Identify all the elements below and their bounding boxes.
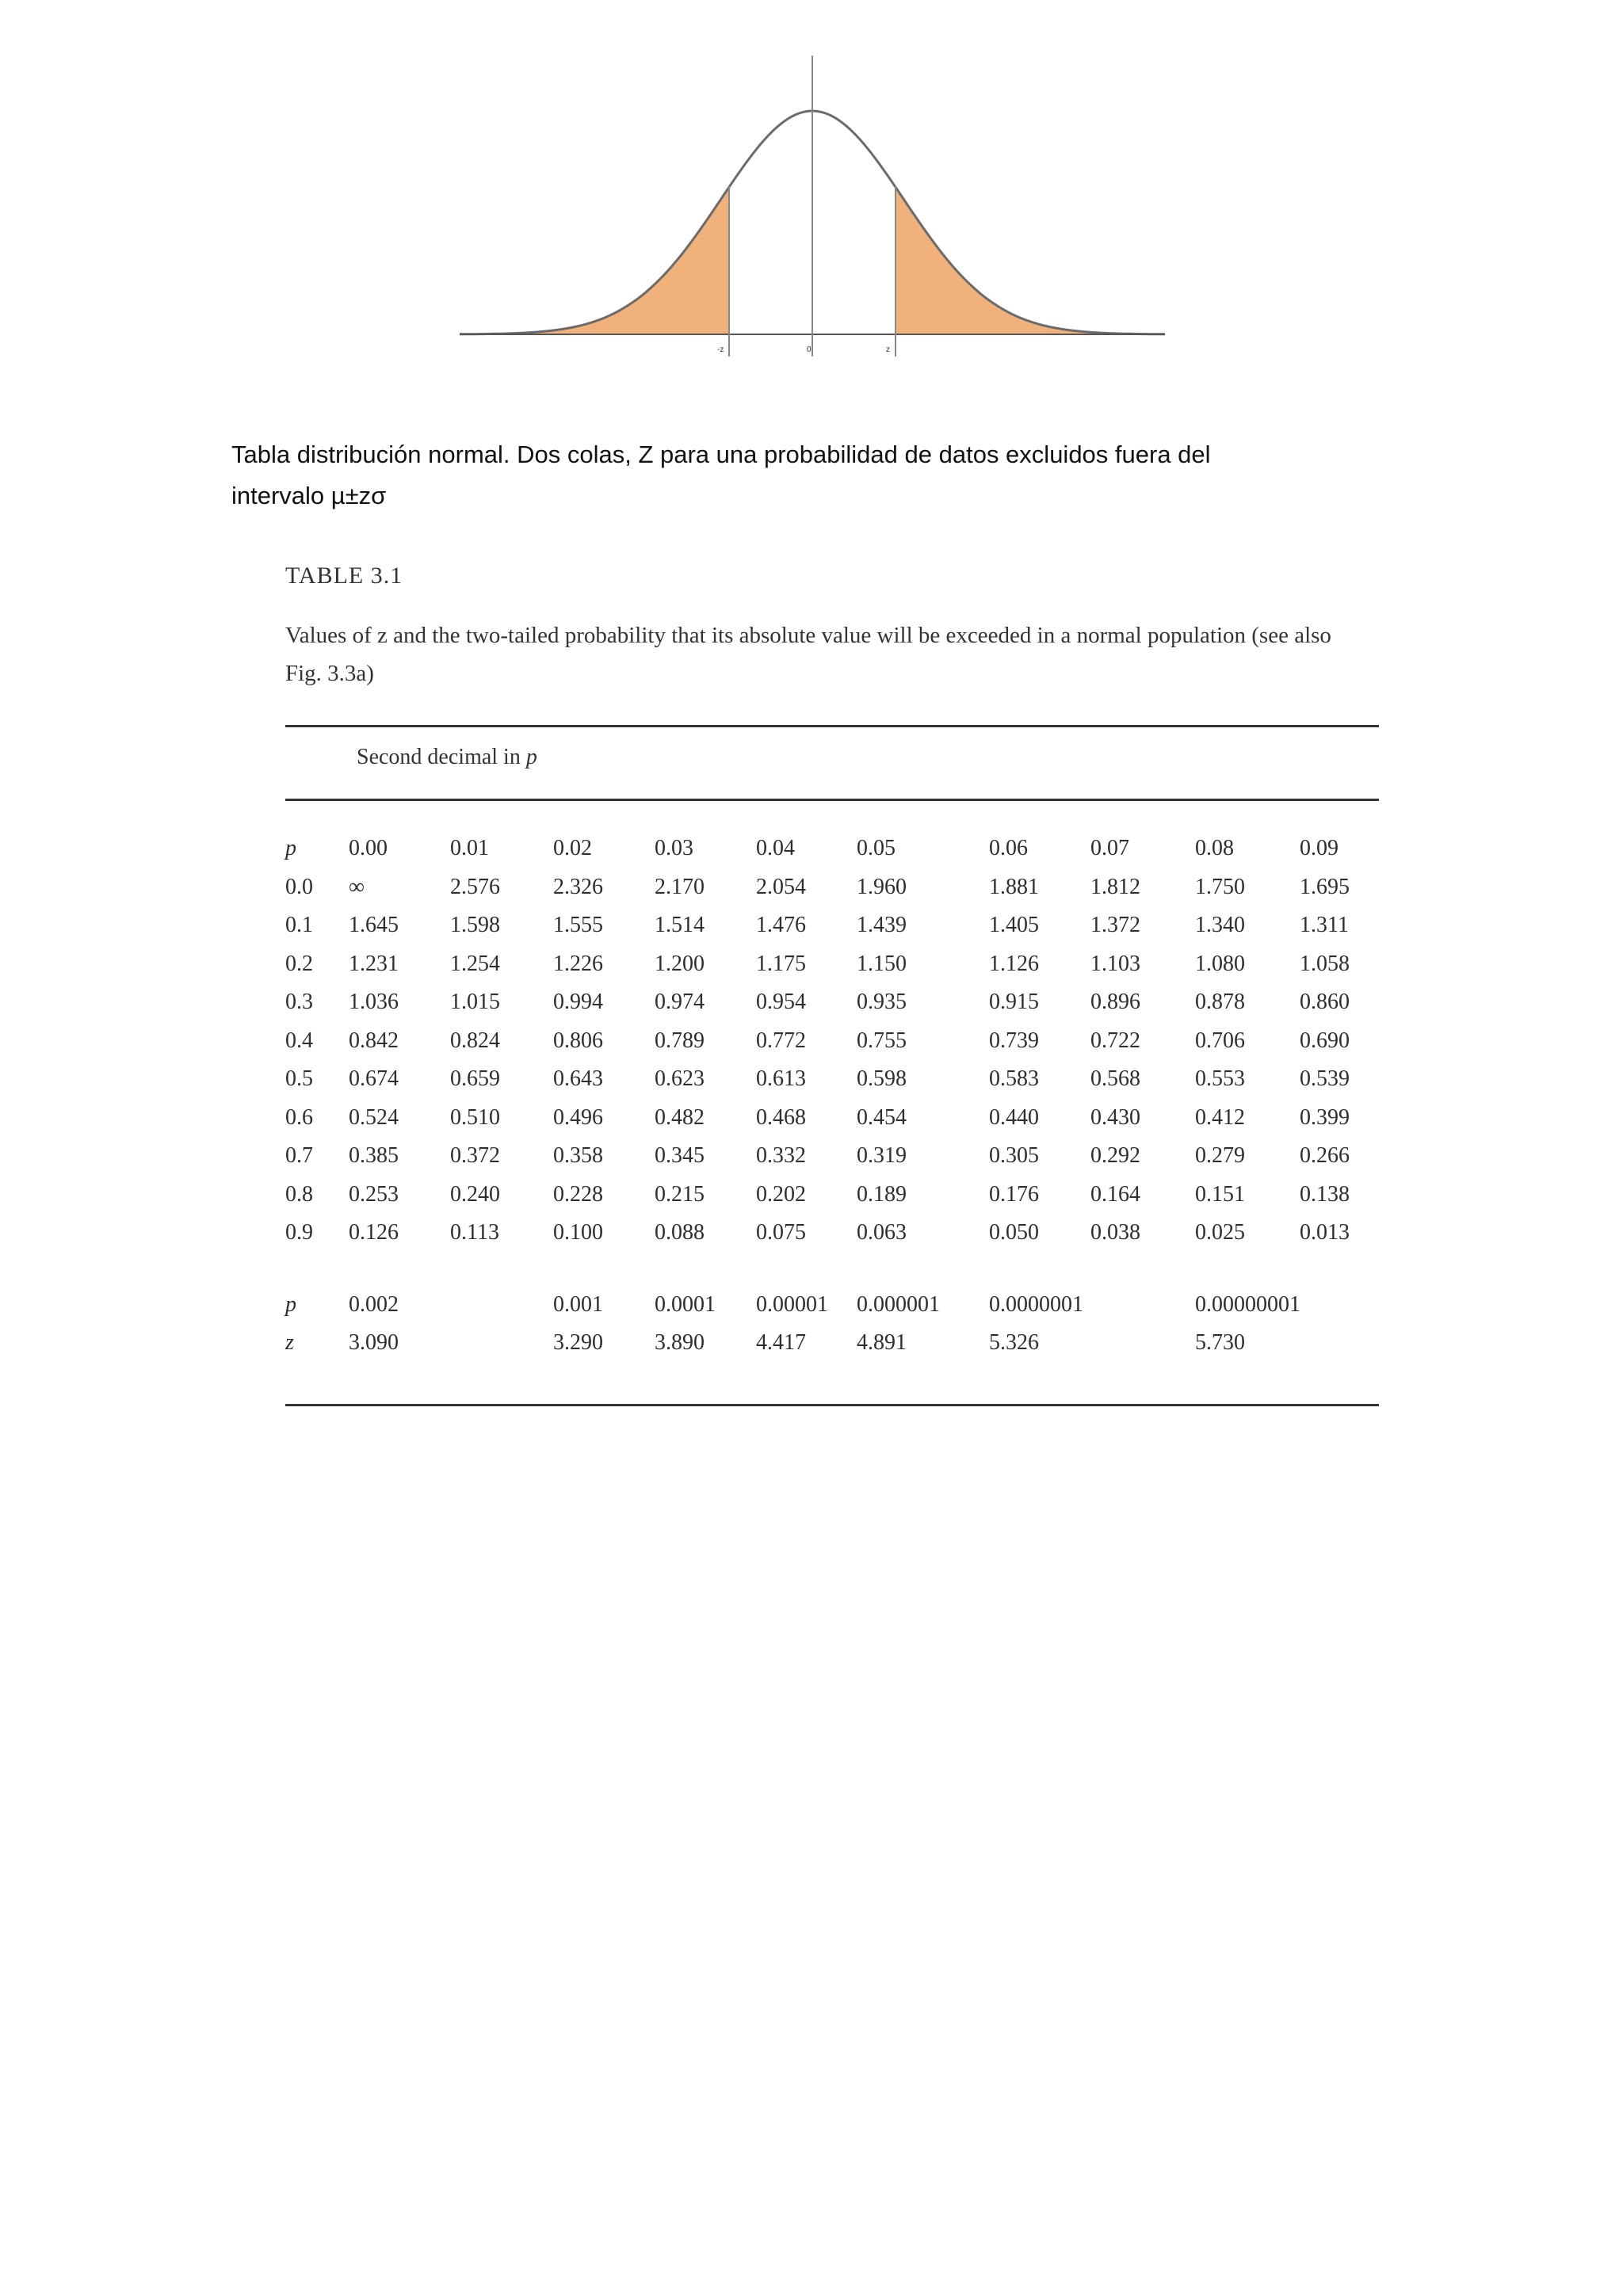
table-cell: 0.994 (553, 990, 603, 1014)
table-cell: 2.576 (450, 874, 500, 899)
table-cell: 1.200 (655, 951, 705, 976)
table-cell: 0.468 (756, 1104, 806, 1130)
table-cell: 1.960 (857, 874, 907, 899)
extra-p-value: 0.001 (553, 1292, 603, 1317)
table-cell: 0.690 (1300, 1028, 1350, 1053)
top-rule (285, 725, 1379, 727)
table-cell: 0.215 (655, 1181, 705, 1207)
table-cell: 0.659 (450, 1066, 500, 1091)
table-cell: 1.126 (989, 951, 1039, 976)
table-cell: 0.496 (553, 1104, 603, 1130)
table-cell: 2.054 (756, 874, 806, 899)
table-cell: 1.555 (553, 913, 603, 937)
extra-z-value: 3.890 (655, 1330, 705, 1355)
table-cell: 0.915 (989, 990, 1039, 1014)
table-cell: 0.643 (553, 1066, 603, 1091)
table-cell: 1.231 (349, 951, 399, 976)
extra-z-value: 3.290 (553, 1330, 603, 1355)
table-cell: 0.539 (1300, 1066, 1350, 1091)
table-cell: 0.345 (655, 1143, 705, 1168)
row-label: 0.0 (285, 874, 313, 899)
row-label: 0.9 (285, 1220, 313, 1245)
left-tail-area (460, 187, 729, 334)
table-cell: 0.013 (1300, 1220, 1350, 1245)
column-header: 0.05 (857, 836, 896, 860)
table-cell: 0.126 (349, 1220, 399, 1245)
axis-label-z: z (886, 345, 890, 354)
table-cell: 1.439 (857, 913, 907, 937)
table-cell: 0.372 (450, 1143, 500, 1168)
caption-line-2: intervalo µ±zσ (231, 482, 387, 509)
table-cell: 1.405 (989, 913, 1039, 937)
table-cell: 0.510 (450, 1104, 500, 1130)
table-cell: 0.176 (989, 1181, 1039, 1207)
subheader (357, 745, 537, 770)
table-cell: 0.253 (349, 1181, 399, 1207)
table-cell: 1.254 (450, 951, 500, 976)
column-header: 0.04 (756, 836, 795, 860)
table-cell: 0.440 (989, 1104, 1039, 1130)
table-title: TABLE 3.1 (285, 563, 403, 589)
table-cell: 0.075 (756, 1220, 806, 1245)
table-cell: 0.189 (857, 1181, 907, 1207)
column-header: 0.01 (450, 836, 489, 860)
extra-p-value: 0.0000001 (989, 1292, 1083, 1317)
header-rule (285, 799, 1379, 801)
table-cell: 0.583 (989, 1066, 1039, 1091)
table-cell: 0.598 (857, 1066, 907, 1091)
table-cell: 0.613 (756, 1066, 806, 1091)
table-cell: 0.842 (349, 1028, 399, 1053)
table-cell: 1.372 (1090, 913, 1140, 937)
extra-p-value: 0.000001 (857, 1292, 940, 1317)
column-header: 0.08 (1195, 836, 1234, 860)
table-cell: 0.935 (857, 990, 907, 1014)
table-cell: 0.430 (1090, 1104, 1140, 1130)
table-cell: 0.482 (655, 1104, 705, 1130)
table-cell: 0.412 (1195, 1104, 1245, 1130)
table-cell: 0.454 (857, 1104, 907, 1130)
table-cell: 0.228 (553, 1181, 603, 1207)
row-label: 0.8 (285, 1181, 313, 1207)
table-description-line-2: Fig. 3.3a) (285, 661, 374, 686)
table-cell: 0.722 (1090, 1028, 1140, 1053)
table-cell: 0.674 (349, 1066, 399, 1091)
table-cell: 1.036 (349, 990, 399, 1014)
axis-label-neg-z: -z (717, 345, 724, 354)
bottom-rule (285, 1404, 1379, 1406)
table-cell: 1.514 (655, 913, 705, 937)
table-cell: 0.772 (756, 1028, 806, 1053)
table-cell: 1.311 (1300, 913, 1349, 937)
table-cell: 0.878 (1195, 990, 1245, 1014)
extra-p-value: 0.00001 (756, 1292, 828, 1317)
table-cell: 2.326 (553, 874, 603, 899)
extra-z-label: z (285, 1330, 294, 1355)
extra-z-value: 3.090 (349, 1330, 399, 1355)
extra-p-label: p (285, 1292, 296, 1317)
table-cell: 1.150 (857, 951, 907, 976)
scanned-table (262, 547, 1395, 1426)
table-cell: 0.292 (1090, 1143, 1140, 1168)
row-label: 0.4 (285, 1028, 313, 1053)
table-cell: 0.025 (1195, 1220, 1245, 1245)
table-cell: 0.553 (1195, 1066, 1245, 1091)
table-cell: 1.476 (756, 913, 806, 937)
table-cell: 0.100 (553, 1220, 603, 1245)
table-description-line-1: Values of z and the two-tailed probability that its absolute value will be exceeded in a normal population (see also (285, 623, 1331, 648)
table-cell: 0.385 (349, 1143, 399, 1168)
table-cell: 1.598 (450, 913, 500, 937)
table-cell: 0.050 (989, 1220, 1039, 1245)
table-cell: 2.170 (655, 874, 705, 899)
row-label: 0.1 (285, 913, 313, 937)
table-description (285, 616, 1387, 692)
table-cell: 1.080 (1195, 951, 1245, 976)
table-cell: 0.038 (1090, 1220, 1140, 1245)
table-cell: 1.015 (450, 990, 500, 1014)
axis-label-zero: 0 (807, 345, 812, 354)
extra-z-value: 5.326 (989, 1330, 1039, 1355)
table-cell: 0.319 (857, 1143, 907, 1168)
table-cell: 1.226 (553, 951, 603, 976)
table-cell: 0.138 (1300, 1181, 1350, 1207)
table-cell: 0.954 (756, 990, 806, 1014)
table-cell: 0.358 (553, 1143, 603, 1168)
column-header: 0.02 (553, 836, 592, 860)
subheader-text: Second decimal in (357, 745, 526, 769)
table-cell: 1.881 (989, 874, 1039, 899)
table-cell: 0.568 (1090, 1066, 1140, 1091)
extra-z-value: 5.730 (1195, 1330, 1245, 1355)
table-cell: 0.623 (655, 1066, 705, 1091)
table-cell: 0.860 (1300, 990, 1350, 1014)
table-cell: 0.113 (450, 1220, 499, 1245)
table-cell: 0.088 (655, 1220, 705, 1245)
column-header: 0.06 (989, 836, 1028, 860)
table-cell: 0.739 (989, 1028, 1039, 1053)
table-cell: 0.332 (756, 1143, 806, 1168)
table-cell: 0.789 (655, 1028, 705, 1053)
table-cell: 1.812 (1090, 874, 1140, 899)
table-cell: 1.058 (1300, 951, 1350, 976)
table-cell: 0.279 (1195, 1143, 1245, 1168)
row-label: 0.6 (285, 1104, 313, 1130)
table-cell: 0.824 (450, 1028, 500, 1053)
table-cell: ∞ (349, 874, 365, 899)
table-cell: 0.896 (1090, 990, 1140, 1014)
table-cell: 1.645 (349, 913, 399, 937)
caption (231, 434, 1420, 517)
table-cell: 0.202 (756, 1181, 806, 1207)
column-header: 0.03 (655, 836, 693, 860)
table-cell: 0.755 (857, 1028, 907, 1053)
extra-p-value: 0.0001 (655, 1292, 716, 1317)
table-cell: 0.974 (655, 990, 705, 1014)
table-cell: 0.266 (1300, 1143, 1350, 1168)
column-header: 0.09 (1300, 836, 1338, 860)
caption-line-1: Tabla distribución normal. Dos colas, Z para una probabilidad de datos excluidos fuera del (231, 441, 1211, 468)
table-cell: 0.305 (989, 1143, 1039, 1168)
column-header-p: p (285, 836, 296, 860)
row-label: 0.5 (285, 1066, 313, 1091)
table-cell: 0.240 (450, 1181, 500, 1207)
table-cell: 0.399 (1300, 1104, 1350, 1130)
table-cell: 1.750 (1195, 874, 1245, 899)
column-header: 0.07 (1090, 836, 1129, 860)
table-cell: 0.524 (349, 1104, 399, 1130)
right-tail-area (896, 187, 1165, 334)
row-label: 0.7 (285, 1143, 313, 1168)
row-label: 0.3 (285, 990, 313, 1014)
table-cell: 0.151 (1195, 1181, 1245, 1207)
table-cell: 0.164 (1090, 1181, 1140, 1207)
normal-curve-figure (444, 48, 1189, 380)
table-cell: 0.706 (1195, 1028, 1245, 1053)
subheader-var: p (525, 745, 537, 769)
table-cell: 0.806 (553, 1028, 603, 1053)
extra-p-value: 0.00000001 (1195, 1292, 1300, 1317)
table-cell: 1.175 (756, 951, 806, 976)
extra-z-value: 4.891 (857, 1330, 907, 1355)
extra-p-value: 0.002 (349, 1292, 399, 1317)
extra-z-value: 4.417 (756, 1330, 806, 1355)
table-cell: 1.103 (1090, 951, 1140, 976)
table-cell: 0.063 (857, 1220, 907, 1245)
column-header: 0.00 (349, 836, 388, 860)
row-label: 0.2 (285, 951, 313, 976)
table-cell: 1.340 (1195, 913, 1245, 937)
table-cell: 1.695 (1300, 874, 1350, 899)
